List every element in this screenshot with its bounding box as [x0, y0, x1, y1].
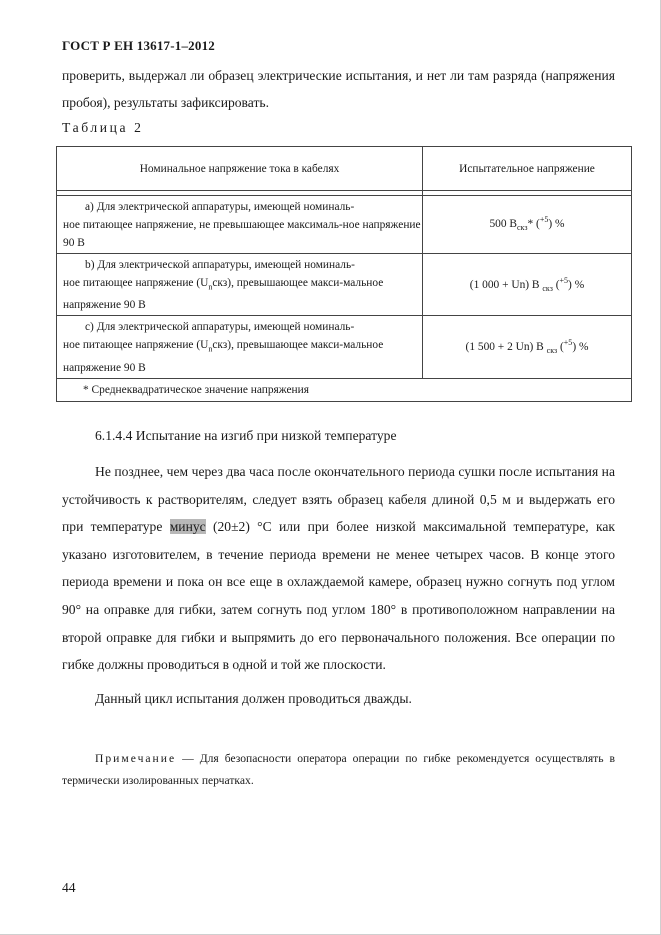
row-c-description: c) Для электрической аппаратуры, имеющей номиналь- ное питающее напряжение $(U_nскз)$, превышающее макси-мальное напряжение 90 В	[57, 316, 423, 378]
row-b-test-voltage: (1 000 + Un) В $_{скз}$ ($^{+5}$) %	[423, 254, 632, 316]
table-header-voltage: Номинальное напряжение тока в кабелях	[57, 147, 423, 191]
row-b-description: b) Для электрической аппаратуры, имеющей номиналь- ное питающее напряжение $(U_nскз)$, превышающее макси-мальное напряжение 90 В	[57, 254, 423, 316]
table-footnote-row	[57, 378, 632, 401]
body-paragraph-1: Не позднее, чем через два часа после окончательного периода сушки после испытания на устойчивость к растворителям, следует взять образец кабеля длиной 0,5 м и выдержать его при температуре минус (20±2) °С или при более низкой максимальной температуре, как указано изготовителем, в течение периода времени не менее четырех часов. В конце этого периода времени и пока он все еще в охлаждаемой камере, образец нужно согнуть под углом 90° на оправке для гибки, затем согнуть под углом 180° в противоположном направлении на второй оправке для гибки и выпрямить до его первоначального положения. Все операции по гибке должны проводиться в одной и той же плоскости.	[62, 464, 615, 673]
row-a-description: а) Для электрической аппаратуры, имеющей номиналь- ное питающее напряжение, не превышающее максималь-ное напряжение 90 В	[57, 196, 423, 254]
table-header-test-voltage: Испытательное напряжение	[423, 147, 632, 191]
body-paragraph-2: Данный цикл испытания должен проводиться дважды.	[95, 690, 412, 706]
table-row	[57, 196, 632, 254]
note-text: Для безопасности оператора операции по гибке рекомендуется осуществлять в термически изолированных перчатках.	[62, 752, 615, 787]
highlighted-word: минус	[169, 519, 206, 535]
page-number: 44	[62, 880, 76, 895]
row-c-test-voltage: (1 500 + 2 Un) В $_{скз}$ ($^{+5}$) %	[423, 316, 632, 378]
note-paragraph: Примечание — Для безопасности оператора операции по гибке рекомендуется осуществлять в термически изолированных перчатках.	[62, 752, 615, 787]
body-text	[62, 458, 615, 712]
table-2	[56, 146, 632, 402]
table-row	[57, 254, 632, 316]
table-row	[57, 316, 632, 378]
document-header: ГОСТ Р ЕН 13617-1–2012	[62, 38, 215, 53]
section-heading: 6.1.4.4 Испытание на изгиб при низкой температуре	[95, 428, 397, 443]
intro-paragraph: проверить, выдержал ли образец электрические испытания, и нет ли там разряда (напряжения пробоя), результаты зафиксировать.	[62, 68, 615, 110]
table-footnote: * Среднеквадратическое значение напряжения	[57, 378, 632, 401]
note-label: Примечание	[95, 752, 177, 765]
row-a-test-voltage: 500 $В_{скз}*$ ($^{+5}$) %	[423, 196, 632, 254]
table-caption: Таблица 2	[62, 120, 144, 135]
